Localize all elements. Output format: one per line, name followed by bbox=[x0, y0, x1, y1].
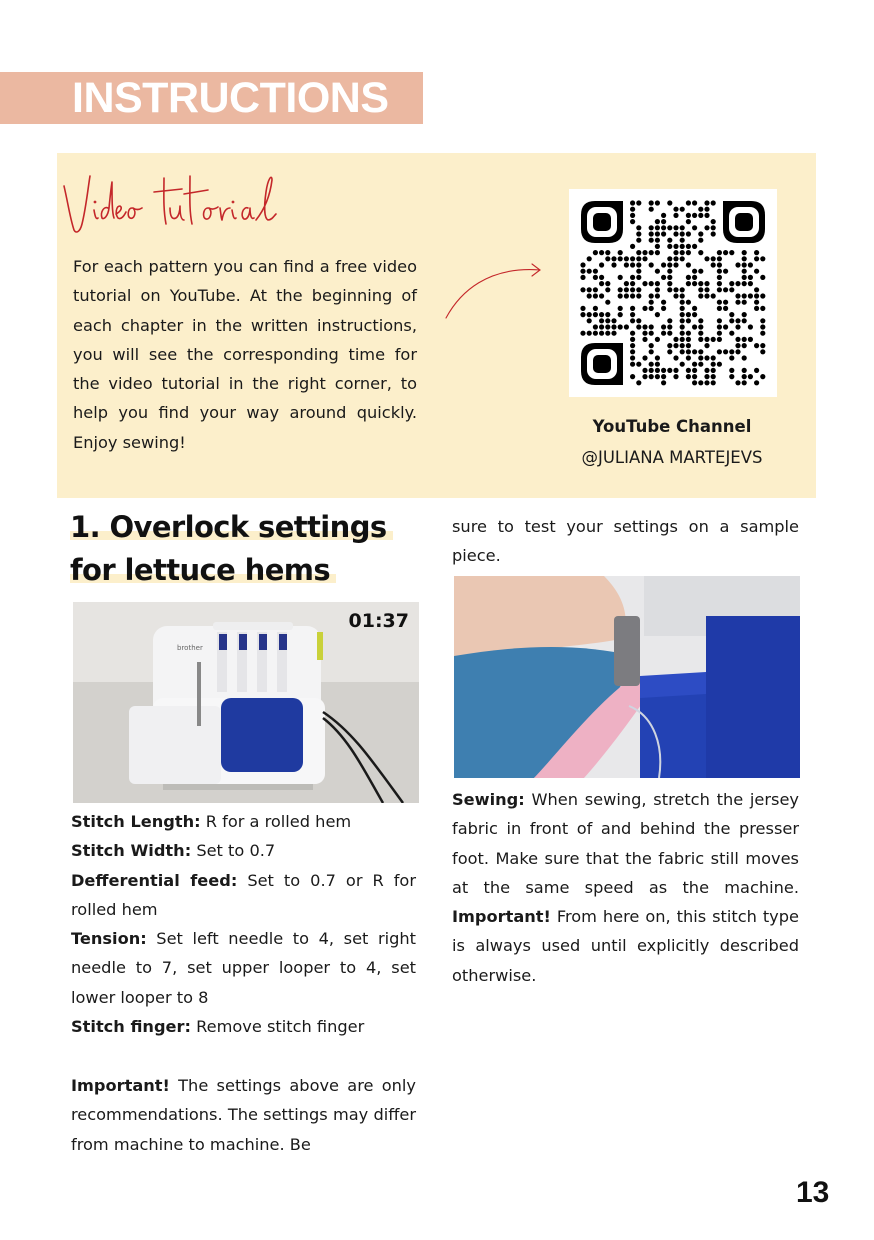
important-text: The settings above are only recommendations. The settings may differ from machine to machine. Be bbox=[71, 1076, 416, 1154]
sewing-closeup-photo[interactable] bbox=[454, 576, 800, 778]
sewing-instructions bbox=[452, 785, 799, 990]
qr-code-icon[interactable] bbox=[569, 189, 777, 397]
sewing-text: When sewing, stretch the jersey fabric in front of and behind the presser foot. Make sure that the fabric still moves at the same speed as the machine. bbox=[452, 790, 799, 897]
section-heading-line2: for lettuce hems bbox=[70, 553, 336, 587]
setting-stitch-length bbox=[71, 807, 416, 836]
youtube-channel-handle[interactable]: @JULIANA MARTEJEVS bbox=[581, 448, 763, 467]
setting-stitch-finger bbox=[71, 1012, 416, 1041]
curved-arrow-icon bbox=[440, 258, 550, 324]
setting-value: Set to 0.7 bbox=[191, 841, 276, 861]
overlock-machine-photo[interactable] bbox=[73, 602, 419, 803]
video-tutorial-script-title bbox=[60, 158, 310, 238]
setting-label: Defferential feed: bbox=[71, 870, 238, 890]
page-number: 13 bbox=[796, 1176, 830, 1209]
svg-text:brother: brother bbox=[177, 644, 203, 652]
video-tutorial-intro: For each pattern you can find a free video tutorial on YouTube. At the beginning of each chapter in the written instructions, you will see the corresponding time for the video tutorial in the right corner, to help you find your way around quickly. Enjoy sewing! bbox=[73, 257, 417, 452]
page-title: INSTRUCTIONS bbox=[72, 74, 389, 122]
overlock-settings-list bbox=[71, 807, 416, 1041]
important-label: Important! bbox=[71, 1076, 170, 1095]
sewing-label: Sewing: bbox=[452, 790, 525, 809]
section-heading bbox=[70, 506, 430, 592]
setting-differential-feed bbox=[71, 866, 416, 925]
setting-value: Set left needle to 4, set right needle to 7, set upper looper to 4, set lower looper to 8 bbox=[71, 929, 416, 1007]
setting-stitch-width bbox=[71, 836, 416, 865]
sewing-important-label: Important! bbox=[452, 907, 551, 927]
video-timestamp: 01:37 bbox=[348, 610, 409, 632]
important-note bbox=[71, 1071, 416, 1159]
setting-label: Stitch finger: bbox=[71, 1017, 191, 1037]
setting-label: Tension: bbox=[71, 929, 147, 949]
setting-value: Set to 0.7 or R for rolled hem bbox=[71, 870, 416, 919]
youtube-channel-label: YouTube Channel bbox=[592, 417, 752, 436]
setting-value: R for a rolled hem bbox=[200, 812, 352, 831]
setting-value: Remove stitch finger bbox=[190, 1017, 365, 1037]
sewing-important-text: From here on, this stitch type is always used until explicitly described otherwise. bbox=[452, 907, 799, 985]
setting-label: Stitch Width: bbox=[71, 841, 192, 861]
setting-tension bbox=[71, 924, 416, 1012]
setting-label: Stitch Length: bbox=[71, 812, 201, 831]
section-heading-line1: 1. Overlock settings bbox=[70, 510, 393, 544]
important-note-continued: sure to test your settings on a sample piece. bbox=[452, 517, 799, 566]
